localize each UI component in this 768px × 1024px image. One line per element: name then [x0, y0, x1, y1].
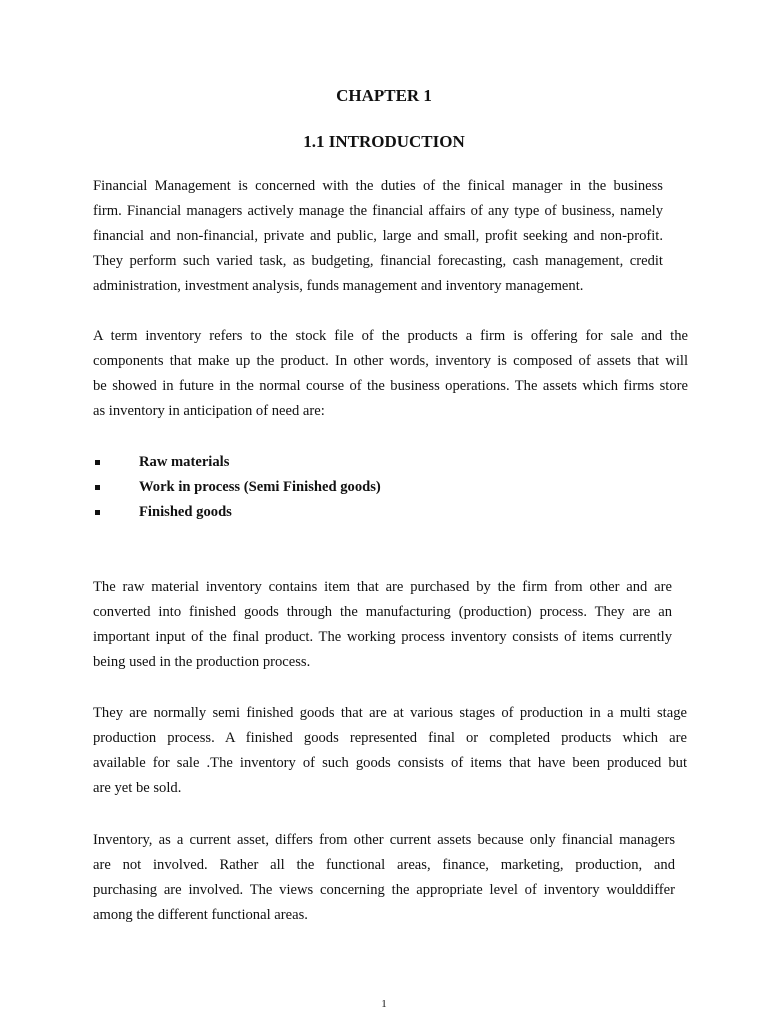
text-line: important input of the final product. The working process inventory consists of items currently: [93, 629, 672, 645]
text-line: are yet be sold.: [93, 780, 182, 796]
list-item-text: Work in process (Semi Finished goods): [139, 479, 381, 495]
text-line: Inventory, as a current asset, differs from other current assets because only financial managers: [93, 832, 675, 848]
list-item: [93, 450, 381, 475]
chapter-heading: CHAPTER 1: [336, 86, 432, 105]
inventory-types-list: [93, 450, 381, 525]
paragraph-4: [93, 701, 687, 801]
list-item: [93, 475, 381, 500]
text-line: administration, investment analysis, funds management and inventory management.: [93, 278, 584, 294]
bullet-icon: [95, 460, 100, 465]
text-line: purchasing are involved. The views concerning the appropriate level of inventory woulddiffer: [93, 882, 675, 898]
text-line: A term inventory refers to the stock file of the products a firm is offering for sale and the: [93, 328, 688, 344]
text-line: available for sale .The inventory of such goods consists of items that have been produced but: [93, 755, 687, 771]
text-line: They are normally semi finished goods that are at various stages of production in a multi stage: [93, 705, 687, 721]
paragraph-2: [93, 324, 688, 424]
text-line: converted into finished goods through the manufacturing (production) process. They are an: [93, 604, 672, 620]
text-line: Financial Management is concerned with the duties of the finical manager in the business: [93, 178, 663, 194]
text-line: firm. Financial managers actively manage the financial affairs of any type of business, namely: [93, 203, 663, 219]
text-line: being used in the production process.: [93, 654, 311, 670]
list-item-text: Raw materials: [139, 454, 230, 470]
page-number: 1: [381, 998, 387, 1010]
list-item: [93, 500, 381, 525]
section-heading: 1.1 INTRODUCTION: [303, 132, 465, 151]
text-line: as inventory in anticipation of need are:: [93, 403, 325, 419]
text-line: They perform such varied task, as budgeting, financial forecasting, cash management, credit: [93, 253, 663, 269]
bullet-icon: [95, 510, 100, 515]
text-line: are not involved. Rather all the functional areas, finance, marketing, production, and: [93, 857, 675, 873]
text-line: financial and non-financial, private and public, large and small, profit seeking and non-profit.: [93, 228, 663, 244]
list-item-text: Finished goods: [139, 504, 232, 520]
paragraph-5: [93, 828, 675, 928]
paragraph-3: [93, 575, 672, 675]
paragraph-1: [93, 174, 663, 299]
text-line: among the different functional areas.: [93, 907, 308, 923]
text-line: components that make up the product. In other words, inventory is composed of assets that will: [93, 353, 688, 369]
bullet-icon: [95, 485, 100, 490]
text-line: be showed in future in the normal course of the business operations. The assets which firms store: [93, 378, 688, 394]
text-line: The raw material inventory contains item that are purchased by the firm from other and are: [93, 579, 672, 595]
text-line: production process. A finished goods represented final or completed products which are: [93, 730, 687, 746]
